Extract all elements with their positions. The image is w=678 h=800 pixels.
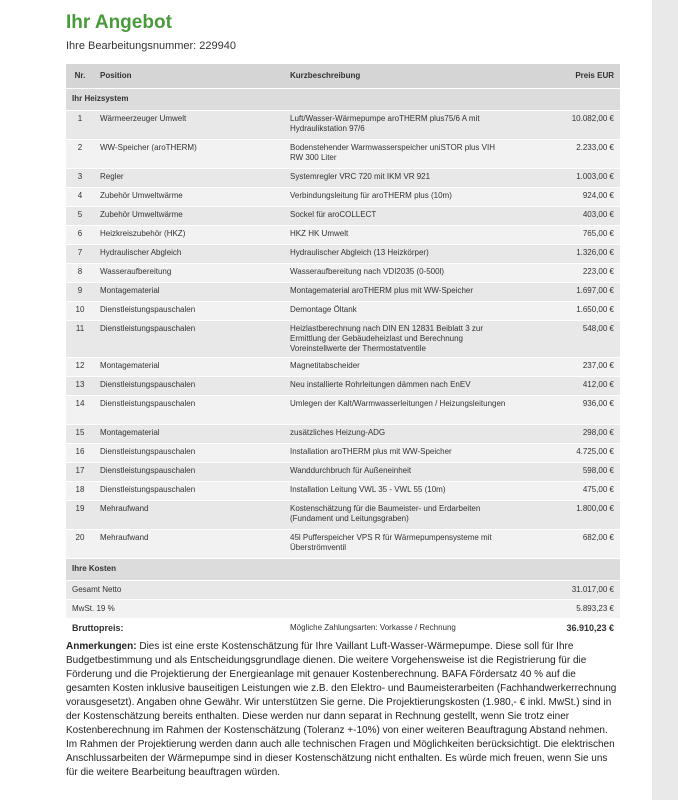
item-position: Regler (94, 168, 284, 187)
item-position: Dienstleistungspauschalen (94, 443, 284, 462)
payment-methods: Mögliche Zahlungsarten: Vorkasse / Rechnung (284, 618, 514, 638)
column-header-description: Kurzbeschreibung (290, 71, 361, 81)
table-row (66, 139, 620, 168)
item-description: Luft/Wasser-Wärmepumpe aroTHERM plus75/6 A mit Hydraulikstation 97/6 (284, 110, 514, 139)
item-number: 13 (66, 376, 94, 395)
item-price: 10.082,00 € (514, 110, 620, 139)
item-number: 7 (66, 244, 94, 263)
item-price: 403,00 € (514, 206, 620, 225)
item-position: Dienstleistungspauschalen (94, 462, 284, 481)
item-description: Verbindungsleitung für aroTHERM plus (10m) (284, 187, 514, 206)
column-header-position: Position (100, 71, 132, 81)
item-number: 12 (66, 357, 94, 376)
item-position: Hydraulischer Abgleich (94, 244, 284, 263)
table-row (66, 529, 620, 558)
table-row (66, 282, 620, 301)
item-price: 223,00 € (514, 263, 620, 282)
table-row (66, 395, 620, 424)
item-price: 1.326,00 € (514, 244, 620, 263)
item-description: HKZ HK Umwelt (284, 225, 514, 244)
item-number: 20 (66, 529, 94, 558)
net-total-value: 31.017,00 € (514, 580, 620, 599)
item-description: Neu installierte Rohrleitungen dämmen nach EnEV (284, 376, 514, 395)
item-description: 45l Pufferspeicher VPS R für Wärmepumpensysteme mit Überströmventil (284, 529, 514, 558)
item-number: 15 (66, 424, 94, 443)
item-description: Kostenschätzung für die Baumeister- und Erdarbeiten (Fundament und Leitungsgraben) (284, 500, 514, 529)
section-heating (66, 88, 620, 110)
page-title: Ihr Angebot (66, 12, 172, 33)
gross-price-value: 36.910,23 € (514, 618, 620, 638)
item-number: 19 (66, 500, 94, 529)
vat-label: MwSt. 19 % (66, 599, 514, 618)
net-total-row (66, 580, 620, 599)
table-row (66, 500, 620, 529)
item-description: Hydraulischer Abgleich (13 Heizkörper) (284, 244, 514, 263)
item-description: Systemregler VRC 720 mit IKM VR 921 (284, 168, 514, 187)
item-price: 475,00 € (514, 481, 620, 500)
item-number: 18 (66, 481, 94, 500)
item-price: 936,00 € (514, 395, 620, 424)
remarks (66, 640, 620, 780)
table-row (66, 424, 620, 443)
item-number: 14 (66, 395, 94, 424)
item-description: zusätzliches Heizung-ADG (284, 424, 514, 443)
item-position: WW-Speicher (aroTHERM) (94, 139, 284, 168)
item-number: 1 (66, 110, 94, 139)
remarks-text: Dies ist eine erste Kostenschätzung für Ihre Vaillant Luft-Wasser-Wärmepumpe. Diese soll für Ihre Budgetbestimmung und als Entscheidungsgrundlage dienen. Die weitere Vorgehensweise ist die Registrierung für die Förderung und die Projektierung der Energieanlage mit genauer Kostenberechnung. BAFA Fördersatz 40 % auf die gesamten Kosten inklusive bauseitigen Leistungen wie z.B. den Elektro- und Baumeisterarbeiten (Fachhandwerkerrechnung vorausgesetzt). Angaben ohne Gewähr. Wir unterstützen Sie gerne. Die Projektierungskosten (1.980,- € inkl. MwSt.) sind in der Kostenschätzung bereits enthalten. Diese werden nur dann separat in Rechnung gestellt, wenn Sie trotz einer Kostenberechnung im Rahmen der Kostenschätzung (Toleranz +-10%) von einer weiteren Beauftragung Abstand nehmen. Im Rahmen der Projektierung werden dann auch alle technischen Fragen und Möglichkeiten berücksichtigt. Die elektrischen Anschlussarbeiten der Wärmepumpe sind in dieser Kostenschätzung nicht enthalten. Es würde mich freuen, wenn Sie uns für die weitere Bearbeitung beauftragen würden. (66, 641, 617, 778)
item-price: 1.697,00 € (514, 282, 620, 301)
remarks-label: Anmerkungen: (66, 641, 137, 652)
gross-price-label: Bruttopreis: (66, 618, 284, 638)
item-price: 4.725,00 € (514, 443, 620, 462)
item-position: Mehraufwand (94, 500, 284, 529)
item-description: Demontage Öltank (284, 301, 514, 320)
item-position: Mehraufwand (94, 529, 284, 558)
item-description: Sockel für aroCOLLECT (284, 206, 514, 225)
item-price: 298,00 € (514, 424, 620, 443)
table-row (66, 320, 620, 357)
item-position: Heizkreiszubehör (HKZ) (94, 225, 284, 244)
item-price: 1.650,00 € (514, 301, 620, 320)
item-number: 8 (66, 263, 94, 282)
item-position: Montagematerial (94, 424, 284, 443)
item-price: 412,00 € (514, 376, 620, 395)
item-description: Wanddurchbruch für Außeneinheit (284, 462, 514, 481)
item-position: Dienstleistungspauschalen (94, 481, 284, 500)
table-row (66, 376, 620, 395)
item-description: Umlegen der Kalt/Warmwasserleitungen / Heizungsleitungen (284, 395, 514, 424)
column-header-nr: Nr. (74, 71, 86, 81)
table-row (66, 481, 620, 500)
vat-row (66, 599, 620, 618)
item-description: Magnetitabscheider (284, 357, 514, 376)
table-row (66, 225, 620, 244)
item-price: 2.233,00 € (514, 139, 620, 168)
item-number: 3 (66, 168, 94, 187)
offer-table (66, 64, 620, 638)
item-position: Zubehör Umweltwärme (94, 206, 284, 225)
item-number: 9 (66, 282, 94, 301)
item-description: Bodenstehender Warmwasserspeicher uniSTOR plus VIH RW 300 Liter (284, 139, 514, 168)
item-number: 16 (66, 443, 94, 462)
item-price: 598,00 € (514, 462, 620, 481)
page-margin (652, 0, 678, 800)
vat-value: 5.893,23 € (514, 599, 620, 618)
table-row (66, 244, 620, 263)
item-description: Heizlastberechnung nach DIN EN 12831 Beiblatt 3 zur Ermittlung der Gebäudeheizlast und Berechnung Voreinstellwerte der Thermostatventile (284, 320, 514, 357)
item-position: Dienstleistungspauschalen (94, 301, 284, 320)
item-position: Dienstleistungspauschalen (94, 395, 284, 424)
item-description: Installation aroTHERM plus mit WW-Speicher (284, 443, 514, 462)
item-price: 924,00 € (514, 187, 620, 206)
item-position: Zubehör Umweltwärme (94, 187, 284, 206)
gross-price-row (66, 618, 620, 638)
item-price: 1.003,00 € (514, 168, 620, 187)
section-costs-label: Ihre Kosten (66, 558, 620, 580)
table-row (66, 206, 620, 225)
item-position: Dienstleistungspauschalen (94, 320, 284, 357)
table-row (66, 443, 620, 462)
item-position: Wasseraufbereitung (94, 263, 284, 282)
table-row (66, 301, 620, 320)
item-number: 11 (66, 320, 94, 357)
column-header-price: Preis EUR (575, 71, 614, 81)
item-number: 6 (66, 225, 94, 244)
item-number: 10 (66, 301, 94, 320)
item-position: Wärmeerzeuger Umwelt (94, 110, 284, 139)
table-row (66, 187, 620, 206)
item-price: 548,00 € (514, 320, 620, 357)
section-heating-label: Ihr Heizsystem (66, 88, 620, 110)
item-position: Montagematerial (94, 357, 284, 376)
table-row (66, 462, 620, 481)
table-row (66, 110, 620, 139)
item-price: 765,00 € (514, 225, 620, 244)
processing-number: Ihre Bearbeitungsnummer: 229940 (66, 40, 236, 52)
item-description: Installation Leitung VWL 35 - VWL 55 (10m) (284, 481, 514, 500)
table-row (66, 168, 620, 187)
item-number: 4 (66, 187, 94, 206)
section-costs (66, 558, 620, 580)
item-position: Dienstleistungspauschalen (94, 376, 284, 395)
net-total-label: Gesamt Netto (66, 580, 514, 599)
item-price: 682,00 € (514, 529, 620, 558)
item-number: 17 (66, 462, 94, 481)
table-row (66, 263, 620, 282)
item-number: 2 (66, 139, 94, 168)
item-price: 237,00 € (514, 357, 620, 376)
item-position: Montagematerial (94, 282, 284, 301)
table-row (66, 357, 620, 376)
item-description: Wasseraufbereitung nach VDI2035 (0-500l) (284, 263, 514, 282)
item-number: 5 (66, 206, 94, 225)
table-header-row (66, 64, 620, 88)
item-price: 1.800,00 € (514, 500, 620, 529)
item-description: Montagematerial aroTHERM plus mit WW-Speicher (284, 282, 514, 301)
